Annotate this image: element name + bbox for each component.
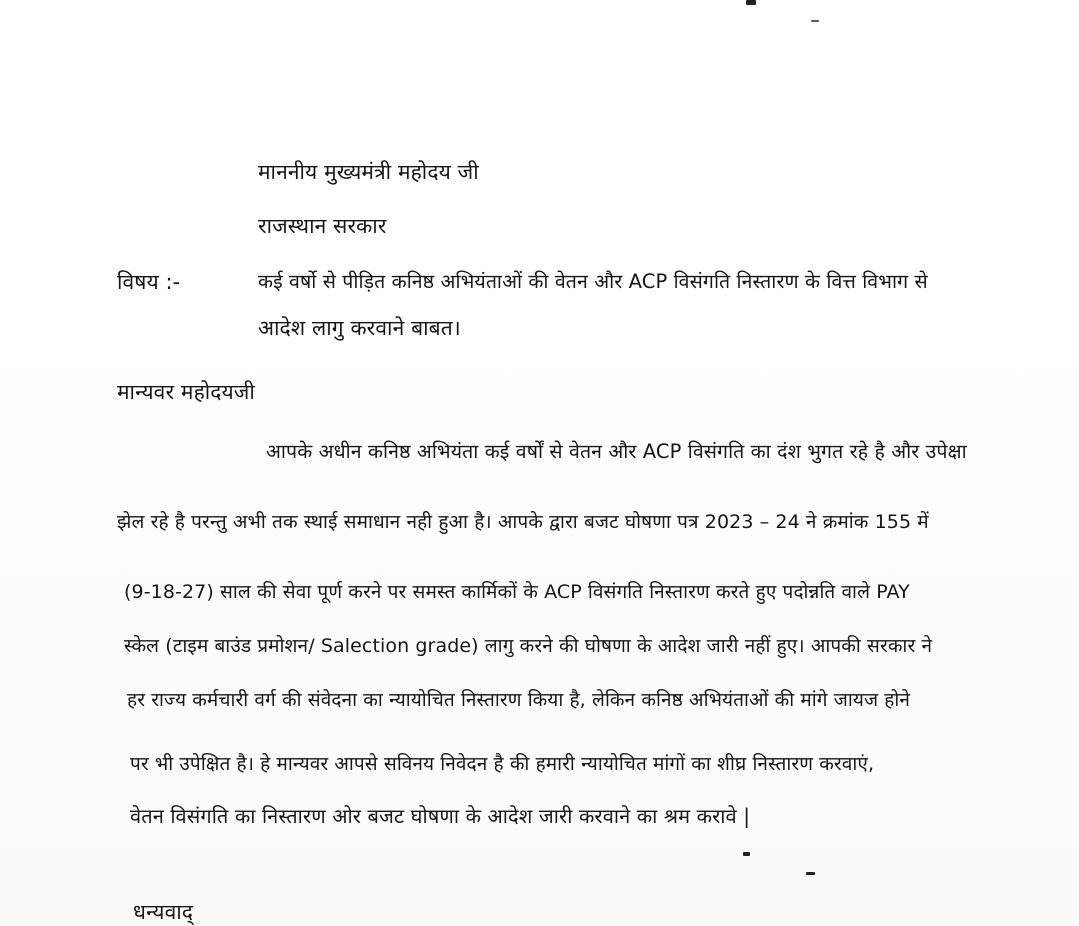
scan-speck [806, 872, 815, 875]
closing: धन्यवाद् [133, 900, 194, 924]
scan-speck [743, 852, 750, 856]
body-line: झेल रहे है परन्तु अभी तक स्थाई समाधान नही हुआ है। आपके द्वारा बजट घोषणा पत्र 2023 – 24 ने क्रमांक 155 में [117, 511, 929, 533]
body-line: हर राज्य कर्मचारी वर्ग की संवेदना का न्यायोचित निस्तारण किया है, लेकिन कनिष्ठ अभियंताओं की मांगे जायज होने [127, 689, 911, 711]
body-line: आपके अधीन कनिष्ठ अभियंता कई वर्षों से वेतन और ACP विसंगति का दंश भुगत रहे है और उपेक्षा [266, 440, 967, 463]
body-line: स्केल (टाइम बाउंड प्रमोशन/ Salection grade) लागु करने की घोषणा के आदेश जारी नहीं हुए। आपकी सरकार ने [124, 635, 933, 657]
scan-speck [746, 0, 756, 5]
recipient-line-2: राजस्थान सरकार [258, 214, 387, 238]
recipient-line-1: माननीय मुख्यमंत्री महोदय जी [258, 160, 479, 184]
body-line: (9-18-27) साल की सेवा पूर्ण करने पर समस्त कार्मिकों के ACP विसंगति निस्तारण करते हुए पदोन्नति वाले PAY [124, 581, 910, 603]
subject-line-1: कई वर्षो से पीड़ित कनिष्ठ अभियंताओं की वेतन और ACP विसंगति निस्तारण के वित्त विभाग से [258, 270, 928, 293]
subject-line-2: आदेश लागु करवाने बाबत। [258, 316, 461, 340]
body-line: पर भी उपेक्षित है। हे मान्यवर आपसे सविनय निवेदन है की हमारी न्यायोचित मांगों का शीघ्र निस्तारण करवाएं, [130, 753, 875, 775]
subject-label: विषय :- [117, 270, 181, 294]
body-line: वेतन विसंगति का निस्तारण ओर बजट घोषणा के आदेश जारी करवाने का श्रम करावे | [130, 804, 751, 828]
salutation: मान्यवर महोदयजी [117, 380, 255, 404]
scan-speck [811, 20, 819, 22]
